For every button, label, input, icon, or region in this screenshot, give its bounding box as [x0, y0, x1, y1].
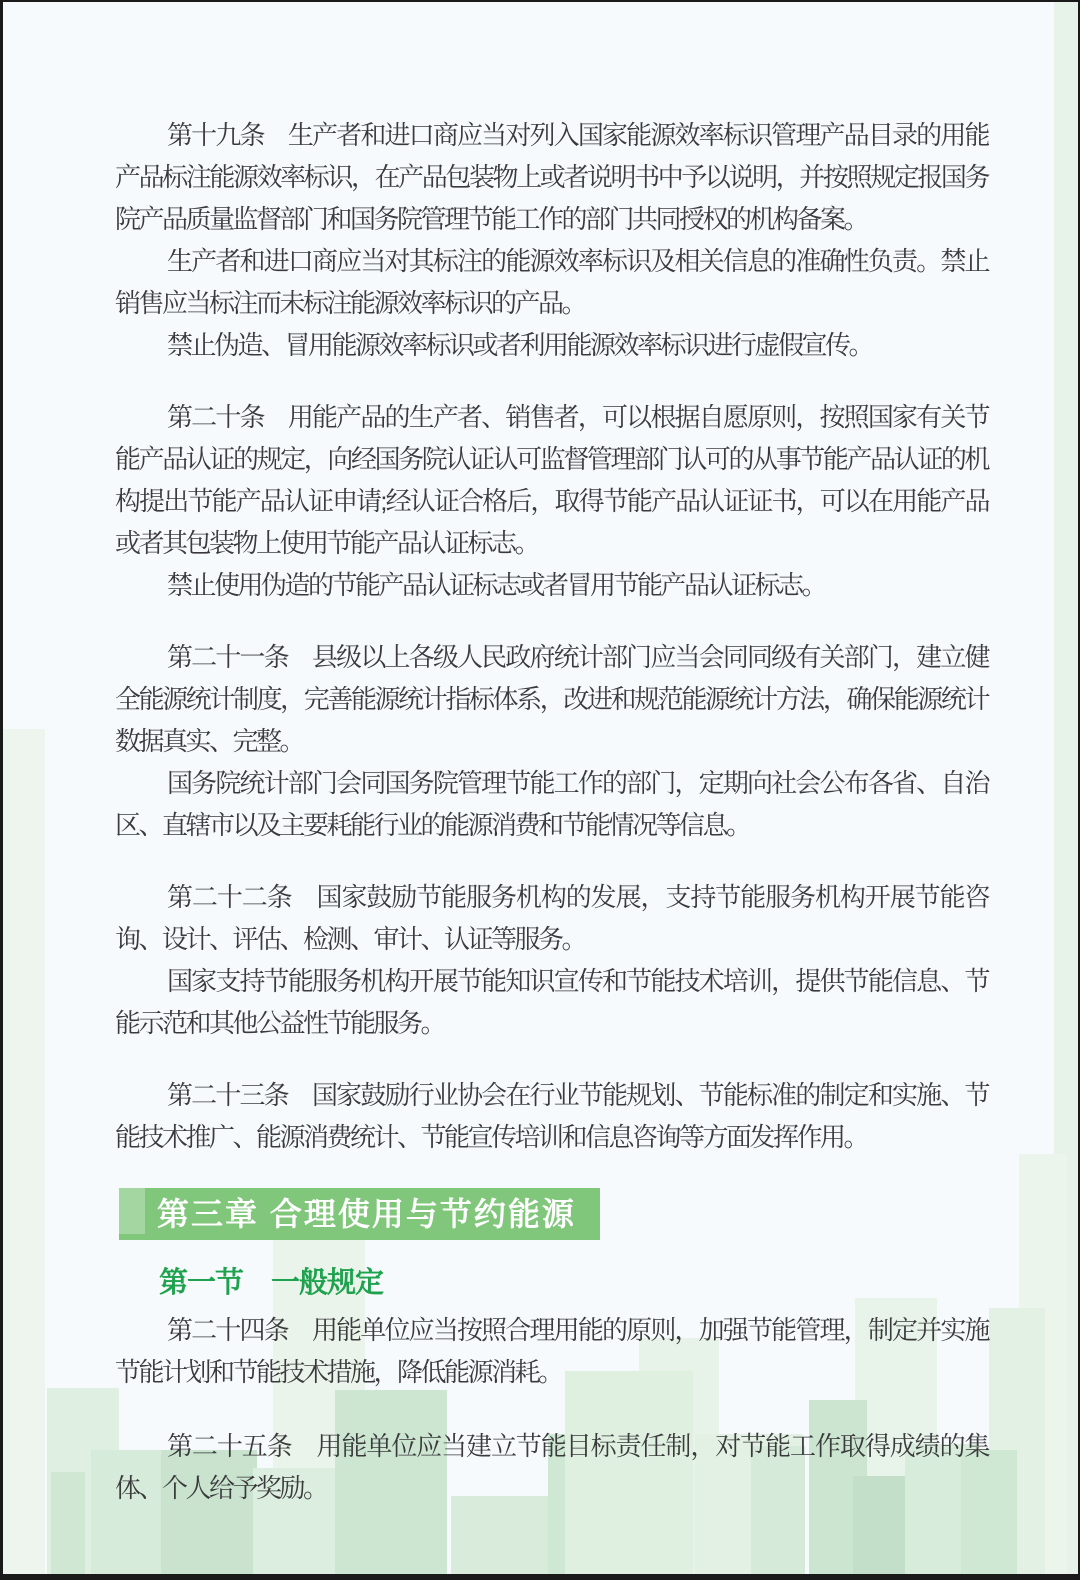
section-heading: 第一节 一般规定 [159, 1267, 384, 1299]
paragraph: 第十九条 生产者和进口商应当对列入国家能源效率标识管理产品目录的用能产品标注能源效率标识，在产品包装物上或者说明书中予以说明，并按照规定报国务院产品质量监督部门和国务院管理节能工作的部门共同授权的机构备案。 [115, 120, 988, 234]
paragraph: 第二十二条 国家鼓励节能服务机构的发展，支持节能服务机构开展节能咨询、设计、评估、检测、审计、认证等服务。 [115, 882, 988, 954]
article-19 [115, 114, 988, 366]
building-silhouette [51, 1472, 85, 1574]
article-22 [115, 876, 988, 1044]
paragraph: 第二十四条 用能单位应当按照合理用能的原则，加强节能管理，制定并实施节能计划和节能技术措施，降低能源消耗。 [115, 1315, 988, 1387]
article-23 [115, 1074, 988, 1158]
article-24 [115, 1309, 988, 1393]
paragraph: 第二十一条 县级以上各级人民政府统计部门应当会同同级有关部门，建立健全能源统计制度，完善能源统计指标体系，改进和规范能源统计方法，确保能源统计数据真实、完整。 [115, 642, 988, 756]
paragraph: 国务院统计部门会同国务院管理节能工作的部门，定期向社会公布各省、自治区、直辖市以及主要耗能行业的能源消费和节能情况等信息。 [115, 768, 988, 840]
chapter-3-block [115, 1188, 988, 1301]
paragraph: 生产者和进口商应当对其标注的能源效率标识及相关信息的准确性负责。禁止销售应当标注而未标注能源效率标识的产品。 [115, 246, 988, 318]
paragraph: 第二十五条 用能单位应当建立节能目标责任制，对节能工作取得成绩的集体、个人给予奖励。 [115, 1431, 988, 1503]
paragraph: 禁止使用伪造的节能产品认证标志或者冒用节能产品认证标志。 [167, 570, 826, 600]
chapter-heading-banner: 第三章 合理使用与节约能源 [119, 1188, 600, 1240]
paragraph: 国家支持节能服务机构开展节能知识宣传和节能技术培训，提供节能信息、节能示范和其他公益性节能服务。 [115, 966, 988, 1038]
paragraph: 第二十三条 国家鼓励行业协会在行业节能规划、节能标准的制定和实施、节能技术推广、能源消费统计、节能宣传培训和信息咨询等方面发挥作用。 [115, 1080, 988, 1152]
article-21 [115, 636, 988, 846]
article-20 [115, 396, 988, 606]
article-25 [115, 1425, 988, 1509]
document-content [115, 2, 988, 1509]
building-silhouette [3, 729, 45, 1574]
paragraph: 第二十条 用能产品的生产者、销售者，可以根据自愿原则，按照国家有关节能产品认证的规定，向经国务院认证认可监督管理部门认可的从事节能产品认证的机构提出节能产品认证申请;经认证合格后，取得节能产品认证证书，可以在用能产品或者其包装物上使用节能产品认证标志。 [115, 402, 988, 558]
paragraph: 禁止伪造、冒用能源效率标识或者利用能源效率标识进行虚假宣传。 [167, 330, 873, 360]
